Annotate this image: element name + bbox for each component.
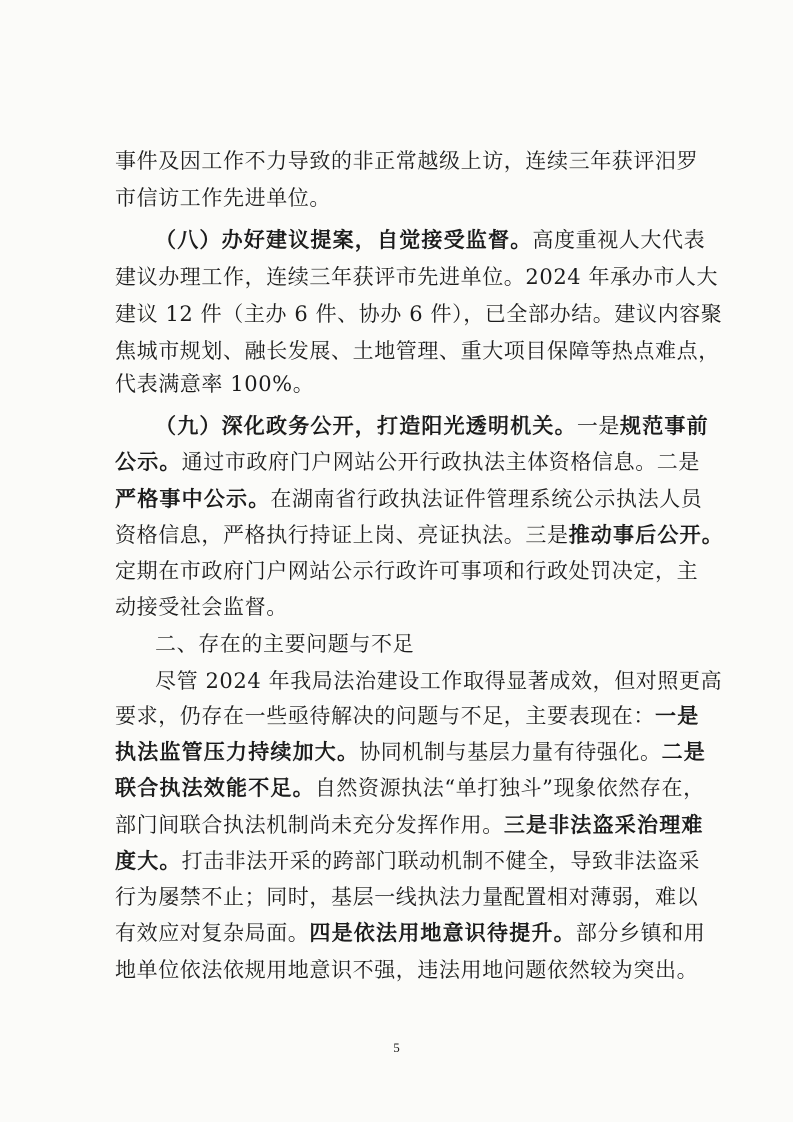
- text-line-15: 尽管 2024 年我局法治建设工作取得显著成效，但对照更高: [155, 669, 723, 693]
- section-2-heading: 二、存在的主要问题与不足: [155, 632, 415, 656]
- text-line-21: 行为屡禁不止；同时，基层一线执法力量配置相对薄弱，难以: [115, 885, 699, 909]
- text-line-7: 代表满意率 100%。: [115, 372, 315, 396]
- text-line-13: 动接受社会监督。: [115, 595, 288, 619]
- section-8-line-1: （八）办好建议提案，自觉接受监督。高度重视人大代表: [155, 228, 706, 252]
- text-line-17: 执法监管压力持续加大。协同机制与基层力量有待强化。二是: [115, 740, 707, 764]
- section-9-line-1: （九）深化政务公开，打造阳光透明机关。一是规范事前: [155, 414, 709, 438]
- text-line-19: 部门间联合执法机制尚未充分发挥作用。三是非法盗采治理难: [115, 813, 704, 837]
- text-line-11: 资格信息，严格执行持证上岗、亮证执法。三是推动事后公开。: [115, 523, 725, 547]
- section-8-heading: （八）办好建议提案，自觉接受监督。: [155, 228, 533, 252]
- text-line-18: 联合执法效能不足。自然资源执法“单打独斗”现象依然存在，: [115, 776, 705, 800]
- section-9-heading: （九）深化政务公开，打造阳光透明机关。: [155, 414, 577, 438]
- text-line-12: 定期在市政府门户网站公示行政许可事项和行政处罚决定，主: [115, 559, 699, 583]
- text-line-22: 有效应对复杂局面。四是依法用地意识待提升。部分乡镇和用: [115, 921, 706, 945]
- text-line-9: 公示。通过市政府门户网站公开行政执法主体资格信息。二是: [115, 450, 701, 474]
- text-line-16: 要求，仍存在一些亟待解决的问题与不足，主要表现在：一是: [115, 704, 700, 728]
- text-line-4: 建议办理工作，连续三年获评市先进单位。2024 年承办市人大: [115, 265, 719, 289]
- text-line-20: 度大。打击非法开采的跨部门联动机制不健全，导致非法盗采: [115, 849, 701, 873]
- text-line-1: 事件及因工作不力导致的非正常越级上访，连续三年获评汨罗: [115, 149, 699, 173]
- text-line-2: 市信访工作先进单位。: [115, 186, 331, 210]
- text-line-23: 地单位依法依规用地意识不强，违法用地问题依然较为突出。: [115, 958, 699, 982]
- page-number: 5: [393, 1040, 400, 1055]
- text-line-10: 严格事中公示。在湖南省行政执法证件管理系统公示执法人员: [115, 487, 703, 511]
- text-line-6: 焦城市规划、融长发展、土地管理、重大项目保障等热点难点，: [115, 339, 720, 363]
- text-line-5: 建议 12 件（主办 6 件、协办 6 件），已全部办结。建议内容聚: [115, 302, 723, 326]
